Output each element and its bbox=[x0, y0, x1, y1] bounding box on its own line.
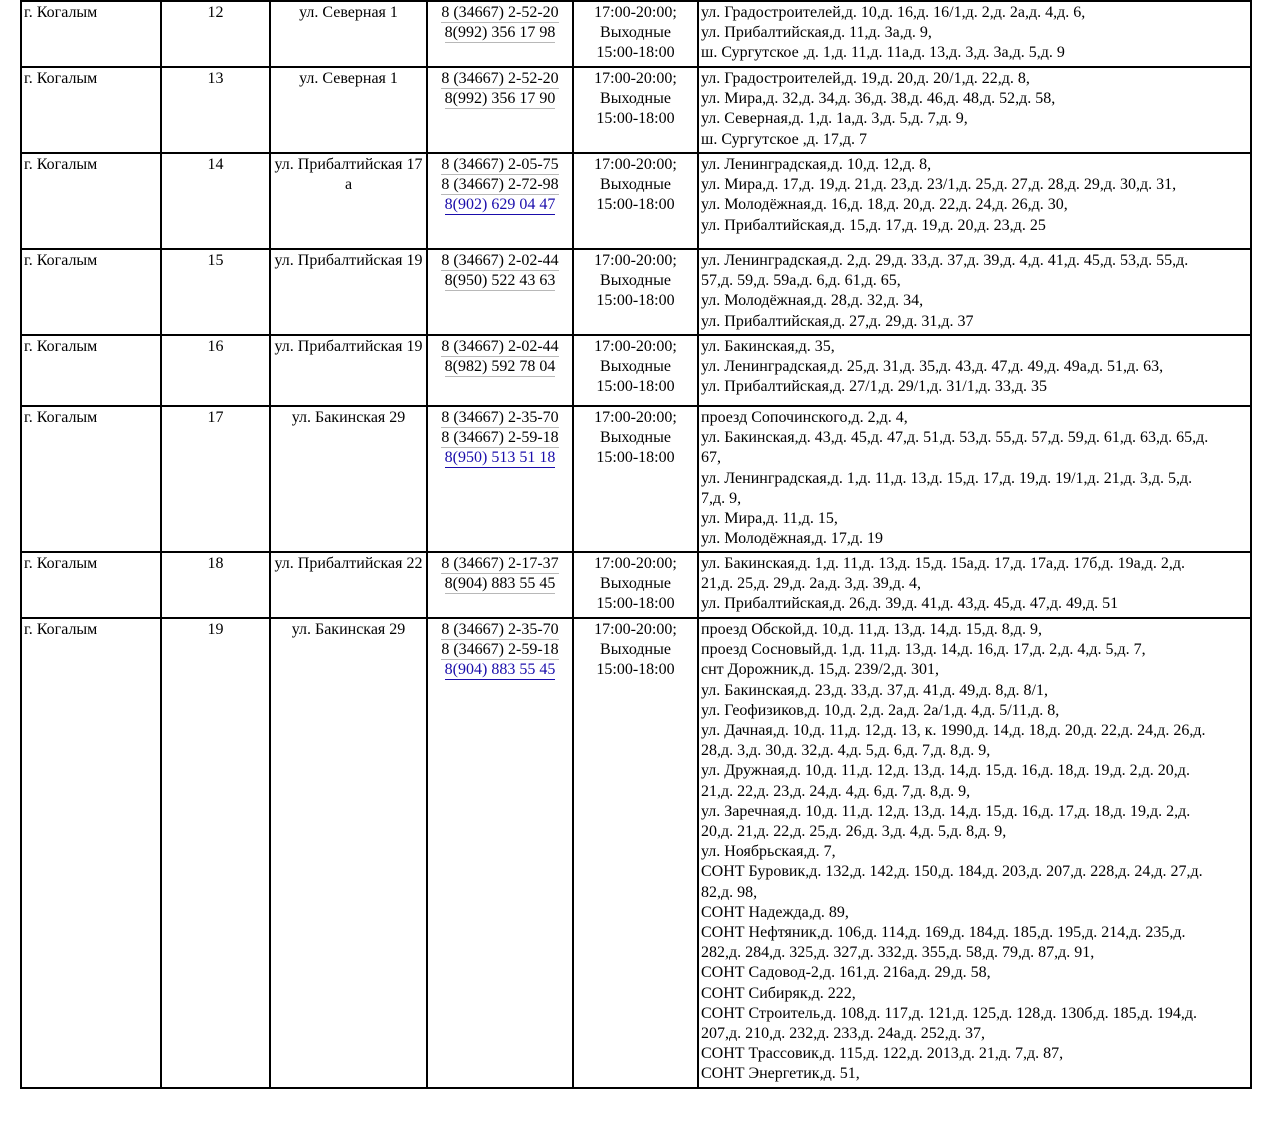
station-address-cell bbox=[270, 153, 427, 249]
city-text: г. Когалым bbox=[24, 156, 98, 173]
hours-line: 15:00-18:00 bbox=[596, 292, 675, 310]
station-address: ул. Прибалтийская 22 bbox=[274, 555, 423, 572]
phone-link[interactable]: 8(902) 629 04 47 bbox=[444, 196, 556, 214]
phone-number: 8 (34667) 2-17-37 bbox=[441, 555, 559, 572]
street-line: ул. Прибалтийская,д. 11,д. 3а,д. 9, bbox=[701, 24, 932, 42]
city-text: г. Когалым bbox=[24, 4, 98, 21]
hours-cell bbox=[573, 1, 698, 67]
hours-line: 17:00-20:00; bbox=[594, 252, 677, 269]
station-address: ул. Прибалтийская 19 bbox=[274, 338, 423, 355]
table-row bbox=[21, 552, 1251, 618]
city-text: г. Когалым bbox=[24, 252, 98, 269]
street-line: СОНТ Строитель,д. 108,д. 117,д. 121,д. 125,д. 128,д. 130б,д. 185,д. 194,д. bbox=[701, 1004, 1197, 1022]
street-line: ул. Заречная,д. 10,д. 11,д. 12,д. 13,д. 14,д. 15,д. 16,д. 17,д. 18,д. 19,д. 2,д. bbox=[701, 802, 1191, 820]
station-number: 13 bbox=[207, 70, 224, 87]
phone-number: 8 (34667) 2-05-75 bbox=[441, 156, 559, 173]
street-line: ул. Геофизиков,д. 10,д. 2,д. 2а,д. 2а/1,д. 4,д. 5/11,д. 8, bbox=[701, 701, 1060, 719]
street-line: ул. Ленинградская,д. 25,д. 31,д. 35,д. 43,д. 47,д. 49,д. 49а,д. 51,д. 63, bbox=[701, 358, 1164, 376]
street-line: СОНТ Энергетик,д. 51, bbox=[701, 1065, 860, 1083]
street-line: ул. Молодёжная,д. 16,д. 18,д. 20,д. 22,д. 24,д. 26,д. 30, bbox=[701, 196, 1068, 214]
table-body bbox=[21, 1, 1251, 1088]
street-line: ул. Прибалтийская,д. 26,д. 39,д. 41,д. 43,д. 45,д. 47,д. 49,д. 51 bbox=[701, 595, 1119, 613]
hours-cell bbox=[573, 249, 698, 335]
phone-number: 8(982) 592 78 04 bbox=[444, 358, 556, 376]
hours-line: 17:00-20:00; bbox=[594, 338, 677, 355]
street-line: СОНТ Буровик,д. 132,д. 142,д. 150,д. 184,д. 203,д. 207,д. 228,д. 24,д. 27,д. bbox=[701, 863, 1203, 881]
phone-link[interactable]: 8(950) 513 51 18 bbox=[444, 449, 556, 467]
hours-line: 17:00-20:00; bbox=[594, 4, 677, 21]
hours-line: 15:00-18:00 bbox=[596, 44, 675, 62]
city-cell bbox=[21, 406, 161, 552]
street-line: 7,д. 9, bbox=[701, 489, 742, 507]
street-line: проезд Сосновый,д. 1,д. 11,д. 13,д. 14,д. 16,д. 17,д. 2,д. 4,д. 5,д. 7, bbox=[701, 641, 1146, 659]
street-line: ул. Бакинская,д. 43,д. 45,д. 47,д. 51,д. 53,д. 55,д. 57,д. 59,д. 61,д. 63,д. 65,д. bbox=[701, 429, 1209, 447]
hours-line: 15:00-18:00 bbox=[596, 661, 675, 679]
hours-cell bbox=[573, 335, 698, 406]
streets-cell bbox=[698, 249, 1251, 335]
station-address: ул. Бакинская 29 bbox=[291, 409, 406, 426]
street-line: 82,д. 98, bbox=[701, 883, 758, 901]
hours-line: 17:00-20:00; bbox=[594, 555, 677, 572]
street-line: СОНТ Надежда,д. 89, bbox=[701, 903, 849, 921]
street-line: ул. Мира,д. 32,д. 34,д. 36,д. 38,д. 46,д. 48,д. 52,д. 58, bbox=[701, 90, 1056, 108]
table-row bbox=[21, 1, 1251, 67]
hours-line: 17:00-20:00; bbox=[594, 70, 677, 87]
phone-number: 8(950) 522 43 63 bbox=[444, 272, 556, 290]
phone-number: 8 (34667) 2-02-44 bbox=[441, 252, 559, 269]
street-line: 207,д. 210,д. 232,д. 233,д. 24а,д. 252,д. 37, bbox=[701, 1025, 985, 1043]
city-text: г. Когалым bbox=[24, 70, 98, 87]
street-line: СОНТ Трассовик,д. 115,д. 122,д. 2013,д. 21,д. 7,д. 87, bbox=[701, 1045, 1064, 1063]
station-address: ул. Северная 1 bbox=[299, 70, 398, 87]
table-row bbox=[21, 67, 1251, 153]
street-line: 282,д. 284,д. 325,д. 327,д. 332,д. 355,д. 58,д. 79,д. 87,д. 91, bbox=[701, 944, 1095, 962]
phones-cell bbox=[427, 335, 573, 406]
phone-number: 8 (34667) 2-59-18 bbox=[441, 641, 559, 659]
street-line: ул. Бакинская,д. 1,д. 11,д. 13,д. 15,д. 15а,д. 17,д. 17а,д. 17б,д. 19а,д. 2,д. bbox=[701, 555, 1185, 572]
phones-cell bbox=[427, 249, 573, 335]
table-row bbox=[21, 406, 1251, 552]
street-line: СОНТ Нефтяник,д. 106,д. 114,д. 169,д. 184,д. 185,д. 195,д. 214,д. 235,д. bbox=[701, 924, 1186, 942]
hours-line: Выходные bbox=[600, 358, 671, 376]
station-number: 16 bbox=[207, 338, 224, 355]
city-cell bbox=[21, 552, 161, 618]
streets-cell bbox=[698, 1, 1251, 67]
phone-number: 8 (34667) 2-35-70 bbox=[441, 409, 559, 426]
station-address-cell bbox=[270, 67, 427, 153]
street-line: ул. Молодёжная,д. 17,д. 19 bbox=[701, 530, 884, 548]
station-number-cell bbox=[161, 406, 270, 552]
city-cell bbox=[21, 67, 161, 153]
streets-cell bbox=[698, 618, 1251, 1088]
street-line: ш. Сургутское ,д. 17,д. 7 bbox=[701, 130, 867, 148]
phone-number: 8 (34667) 2-02-44 bbox=[441, 338, 559, 355]
street-line: ул. Градостроителей,д. 19,д. 20,д. 20/1,д. 22,д. 8, bbox=[701, 70, 1030, 87]
street-line: ул. Ленинградская,д. 2,д. 29,д. 33,д. 37,д. 39,д. 4,д. 41,д. 45,д. 53,д. 55,д. bbox=[701, 252, 1189, 269]
streets-cell bbox=[698, 335, 1251, 406]
hours-cell bbox=[573, 406, 698, 552]
city-cell bbox=[21, 1, 161, 67]
street-line: проезд Сопочинского,д. 2,д. 4, bbox=[701, 409, 908, 426]
city-cell bbox=[21, 153, 161, 249]
hours-line: 17:00-20:00; bbox=[594, 409, 677, 426]
street-line: ул. Прибалтийская,д. 27/1,д. 29/1,д. 31/1,д. 33,д. 35 bbox=[701, 378, 1048, 396]
station-number: 12 bbox=[207, 4, 224, 21]
hours-line: Выходные bbox=[600, 24, 671, 42]
hours-cell bbox=[573, 67, 698, 153]
table-row bbox=[21, 335, 1251, 406]
street-line: 21,д. 25,д. 29,д. 2а,д. 3,д. 39,д. 4, bbox=[701, 575, 921, 593]
street-line: 20,д. 21,д. 22,д. 25,д. 26,д. 3,д. 4,д. 5,д. 8,д. 9, bbox=[701, 823, 1007, 841]
city-text: г. Когалым bbox=[24, 555, 98, 572]
station-address: ул. Северная 1 bbox=[299, 4, 398, 21]
hours-line: Выходные bbox=[600, 575, 671, 593]
phones-cell bbox=[427, 1, 573, 67]
hours-cell bbox=[573, 618, 698, 1088]
station-address-cell bbox=[270, 335, 427, 406]
table-row bbox=[21, 618, 1251, 1088]
polling-stations-table bbox=[20, 0, 1252, 1089]
station-address-cell bbox=[270, 1, 427, 67]
hours-line: Выходные bbox=[600, 90, 671, 108]
phone-number: 8(992) 356 17 90 bbox=[444, 90, 556, 108]
phones-cell bbox=[427, 618, 573, 1088]
street-line: ул. Мира,д. 11,д. 15, bbox=[701, 510, 838, 528]
phone-number: 8 (34667) 2-35-70 bbox=[441, 621, 559, 638]
hours-line: Выходные bbox=[600, 641, 671, 659]
phone-number: 8 (34667) 2-59-18 bbox=[441, 429, 559, 447]
street-line: ул. Дачная,д. 10,д. 11,д. 12,д. 13, к. 1990,д. 14,д. 18,д. 20,д. 22,д. 24,д. 26,д. bbox=[701, 722, 1206, 740]
street-line: проезд Обской,д. 10,д. 11,д. 13,д. 14,д. 15,д. 8,д. 9, bbox=[701, 621, 1042, 638]
city-text: г. Когалым bbox=[24, 409, 98, 426]
street-line: ул. Ноябрьская,д. 7, bbox=[701, 843, 836, 861]
phones-cell bbox=[427, 153, 573, 249]
hours-line: 17:00-20:00; bbox=[594, 621, 677, 638]
street-line: ул. Градостроителей,д. 10,д. 16,д. 16/1,д. 2,д. 2а,д. 4,д. 6, bbox=[701, 4, 1086, 21]
phone-number: 8 (34667) 2-52-20 bbox=[441, 70, 559, 87]
streets-cell bbox=[698, 552, 1251, 618]
streets-cell bbox=[698, 406, 1251, 552]
hours-line: 15:00-18:00 bbox=[596, 110, 675, 128]
station-number: 15 bbox=[207, 252, 224, 269]
hours-line: Выходные bbox=[600, 272, 671, 290]
station-address: ул. Прибалтийская 17 а bbox=[274, 156, 423, 194]
street-line: СОНТ Садовод-2,д. 161,д. 216а,д. 29,д. 58, bbox=[701, 964, 991, 982]
table-row bbox=[21, 249, 1251, 335]
street-line: 57,д. 59,д. 59а,д. 6,д. 61,д. 65, bbox=[701, 272, 901, 290]
streets-cell bbox=[698, 67, 1251, 153]
city-cell bbox=[21, 335, 161, 406]
street-line: ул. Ленинградская,д. 10,д. 12,д. 8, bbox=[701, 156, 932, 173]
street-line: ул. Бакинская,д. 23,д. 33,д. 37,д. 41,д. 49,д. 8,д. 8/1, bbox=[701, 681, 1048, 699]
station-number-cell bbox=[161, 335, 270, 406]
street-line: ш. Сургутское ,д. 1,д. 11,д. 11а,д. 13,д. 3,д. 3а,д. 5,д. 9 bbox=[701, 44, 1065, 62]
station-address: ул. Прибалтийская 19 bbox=[274, 252, 423, 269]
station-number-cell bbox=[161, 153, 270, 249]
hours-line: 17:00-20:00; bbox=[594, 156, 677, 173]
phone-number: 8(992) 356 17 98 bbox=[444, 24, 556, 42]
station-address-cell bbox=[270, 618, 427, 1088]
street-line: ул. Ленинградская,д. 1,д. 11,д. 13,д. 15,д. 17,д. 19,д. 19/1,д. 21,д. 3,д. 5,д. bbox=[701, 469, 1193, 487]
street-line: 21,д. 22,д. 23,д. 24,д. 4,д. 6,д. 7,д. 8,д. 9, bbox=[701, 782, 971, 800]
phones-cell bbox=[427, 406, 573, 552]
street-line: ул. Северная,д. 1,д. 1а,д. 3,д. 5,д. 7,д. 9, bbox=[701, 110, 968, 128]
station-number-cell bbox=[161, 249, 270, 335]
hours-line: 15:00-18:00 bbox=[596, 595, 675, 613]
street-line: 67, bbox=[701, 449, 721, 467]
hours-line: 15:00-18:00 bbox=[596, 449, 675, 467]
phones-cell bbox=[427, 552, 573, 618]
hours-cell bbox=[573, 153, 698, 249]
station-number: 19 bbox=[207, 621, 224, 638]
station-number-cell bbox=[161, 552, 270, 618]
hours-line: Выходные bbox=[600, 176, 671, 194]
street-line: ул. Молодёжная,д. 28,д. 32,д. 34, bbox=[701, 292, 924, 310]
station-address-cell bbox=[270, 406, 427, 552]
street-line: ул. Бакинская,д. 35, bbox=[701, 338, 835, 355]
station-number: 14 bbox=[207, 156, 224, 173]
station-address-cell bbox=[270, 552, 427, 618]
phone-number: 8(904) 883 55 45 bbox=[444, 575, 556, 593]
street-line: СОНТ Сибиряк,д. 222, bbox=[701, 984, 856, 1002]
station-address: ул. Бакинская 29 bbox=[291, 621, 406, 638]
hours-line: Выходные bbox=[600, 429, 671, 447]
table-row bbox=[21, 153, 1251, 249]
station-number: 18 bbox=[207, 555, 224, 572]
street-line: ул. Дружная,д. 10,д. 11,д. 12,д. 13,д. 14,д. 15,д. 16,д. 18,д. 19,д. 2,д. 20,д. bbox=[701, 762, 1190, 780]
hours-line: 15:00-18:00 bbox=[596, 378, 675, 396]
hours-cell bbox=[573, 552, 698, 618]
hours-line: 15:00-18:00 bbox=[596, 196, 675, 214]
phone-number: 8 (34667) 2-52-20 bbox=[441, 4, 559, 21]
city-cell bbox=[21, 618, 161, 1088]
station-number-cell bbox=[161, 1, 270, 67]
street-line: ул. Мира,д. 17,д. 19,д. 21,д. 23,д. 23/1,д. 25,д. 27,д. 28,д. 29,д. 30,д. 31, bbox=[701, 176, 1177, 194]
station-address-cell bbox=[270, 249, 427, 335]
station-number-cell bbox=[161, 618, 270, 1088]
phone-number: 8 (34667) 2-72-98 bbox=[441, 176, 559, 194]
street-line: снт Дорожник,д. 15,д. 239/2,д. 301, bbox=[701, 661, 939, 679]
street-line: ул. Прибалтийская,д. 15,д. 17,д. 19,д. 20,д. 23,д. 25 bbox=[701, 216, 1046, 234]
phone-link[interactable]: 8(904) 883 55 45 bbox=[444, 661, 556, 679]
city-text: г. Когалым bbox=[24, 621, 98, 638]
station-number: 17 bbox=[207, 409, 224, 426]
street-line: 28,д. 3,д. 30,д. 32,д. 4,д. 5,д. 6,д. 7,д. 8,д. 9, bbox=[701, 742, 991, 760]
streets-cell bbox=[698, 153, 1251, 249]
phones-cell bbox=[427, 67, 573, 153]
city-cell bbox=[21, 249, 161, 335]
city-text: г. Когалым bbox=[24, 338, 98, 355]
station-number-cell bbox=[161, 67, 270, 153]
street-line: ул. Прибалтийская,д. 27,д. 29,д. 31,д. 37 bbox=[701, 312, 974, 330]
